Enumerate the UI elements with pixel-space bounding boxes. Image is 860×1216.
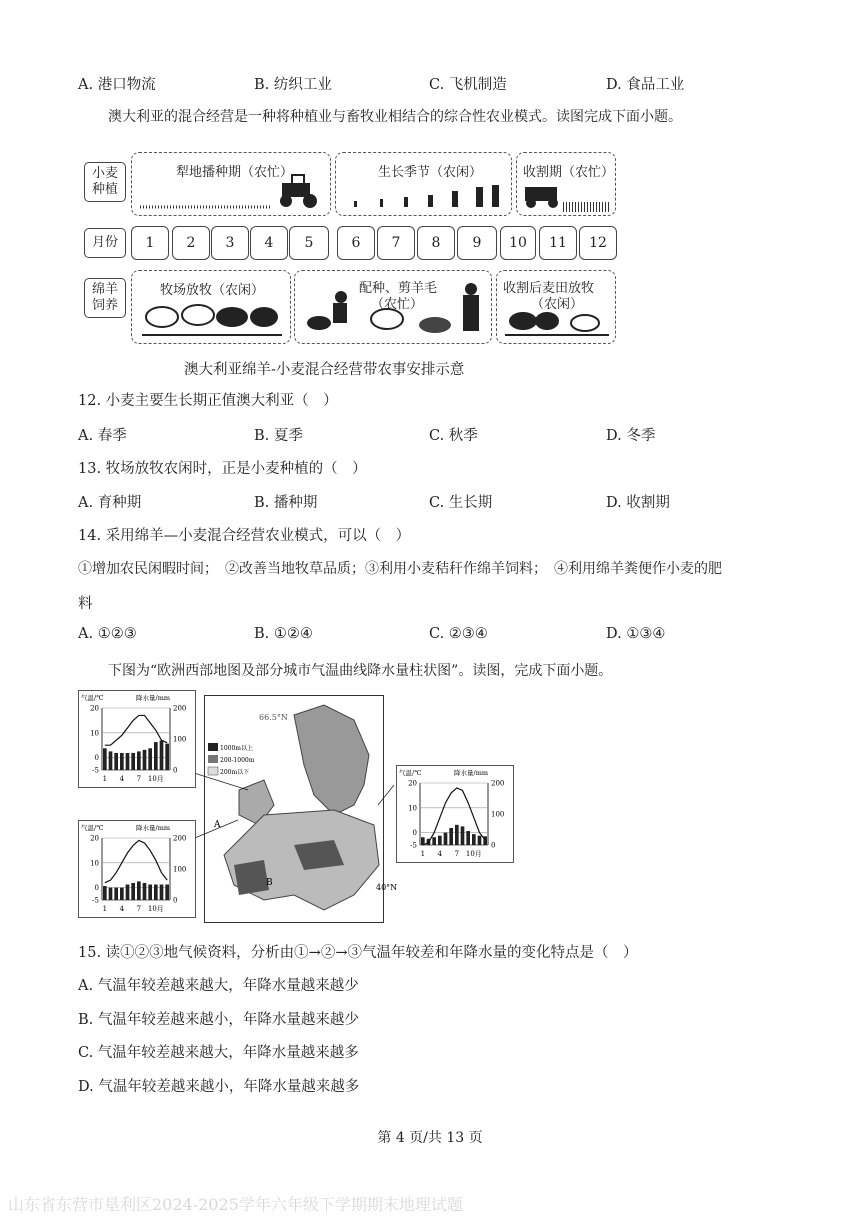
page-footer: 第 4 页/共 13 页 bbox=[377, 1130, 483, 1146]
month-row bbox=[131, 223, 617, 263]
temp-tick-label: 20 bbox=[90, 834, 99, 843]
climate-chart-1 bbox=[78, 690, 196, 792]
lat-top-label: 66.5°N bbox=[259, 713, 288, 722]
precip-bar bbox=[131, 883, 135, 900]
temp-tick-label: 0 bbox=[94, 884, 99, 893]
precip-bar bbox=[120, 753, 124, 770]
precip-bar bbox=[154, 742, 158, 770]
temp-axis-label: 气温/℃ bbox=[81, 694, 104, 702]
precip-bar bbox=[131, 753, 135, 770]
sheep-stubble-icon bbox=[497, 271, 613, 341]
month-4: 4 bbox=[250, 226, 288, 260]
sheep-phase-breeding-label-2: （农忙） bbox=[371, 297, 424, 312]
precip-bar bbox=[148, 748, 152, 770]
precip-bar bbox=[103, 886, 107, 900]
map-label-b: B bbox=[266, 878, 273, 888]
q11-option-b: B. 纺织工业 bbox=[254, 77, 332, 93]
temp-tick-label: 10 bbox=[90, 859, 99, 868]
month-11: 11 bbox=[539, 226, 577, 260]
precip-bar bbox=[126, 885, 130, 901]
q14-stem: 14. 采用绵羊—小麦混合经营农业模式，可以（ ） bbox=[78, 528, 411, 544]
temp-axis-label: 气温/℃ bbox=[81, 824, 104, 832]
precip-bar bbox=[103, 748, 107, 770]
wheat-phase-growing bbox=[335, 152, 512, 216]
q14-option-d: D. ①③④ bbox=[606, 626, 666, 642]
q13-option-a: A. 育种期 bbox=[78, 495, 142, 511]
month-tick-label: 10月 bbox=[147, 775, 164, 783]
month-tick-label: 4 bbox=[119, 905, 125, 913]
sheep-phase-breeding bbox=[294, 270, 492, 344]
precip-bar bbox=[455, 825, 459, 845]
q14-option-c: C. ②③④ bbox=[429, 626, 488, 642]
q15-stem: 15. 读①②③地气候资料，分析由①→②→③气温年较差和年降水量的变化特点是（ ） bbox=[78, 945, 638, 961]
month-tick-label: 1 bbox=[102, 905, 108, 913]
legend-low: 200m以下 bbox=[220, 769, 250, 776]
row-label-month: 月份 bbox=[84, 228, 126, 258]
sheep-grazing-icon bbox=[132, 271, 288, 341]
month-tick-label: 7 bbox=[454, 850, 460, 858]
precip-bar bbox=[114, 888, 118, 900]
climate-chart-2 bbox=[78, 820, 196, 922]
precip-bar bbox=[160, 885, 164, 901]
q12-option-c: C. 秋季 bbox=[429, 428, 478, 444]
q13-stem: 13. 牧场放牧农闲时，正是小麦种植的（ ） bbox=[78, 461, 367, 477]
precip-bar bbox=[165, 885, 169, 901]
climate-chart-svg bbox=[396, 765, 514, 863]
sheep-phase-grazing bbox=[131, 270, 291, 344]
sheep-phase-stubble-label-2: （农闲） bbox=[531, 297, 584, 312]
q13-option-d: D. 收割期 bbox=[606, 495, 670, 511]
shearing-icon bbox=[295, 271, 489, 341]
temp-tick-label: 10 bbox=[408, 804, 417, 813]
sheep-phase-stubble bbox=[496, 270, 616, 344]
q14-option-a: A. ①②③ bbox=[78, 626, 137, 642]
q14-option-b: B. ①②④ bbox=[254, 626, 313, 642]
precip-bar bbox=[449, 828, 453, 845]
q15-option-c: C. 气温年较差越来越大，年降水量越来越多 bbox=[78, 1045, 359, 1061]
q15-option-d: D. 气温年较差越来越小，年降水量越来越多 bbox=[78, 1079, 360, 1095]
precip-bar bbox=[143, 750, 147, 770]
temp-tick-label: -5 bbox=[92, 766, 99, 775]
climate-chart-3 bbox=[396, 765, 514, 867]
precip-tick-label: 0 bbox=[173, 896, 178, 905]
month-5: 5 bbox=[289, 226, 329, 260]
month-tick-label: 4 bbox=[119, 775, 125, 783]
map-label-a: A bbox=[214, 820, 221, 830]
precip-axis-label: 降水量/mm bbox=[136, 824, 171, 832]
temp-axis-label: 气温/℃ bbox=[399, 769, 422, 777]
sheep-phase-grazing-label: 牧场放牧（农闲） bbox=[160, 283, 265, 298]
precip-tick-label: 0 bbox=[491, 841, 496, 850]
precip-axis-label: 降水量/mm bbox=[454, 769, 489, 777]
farming-diagram bbox=[84, 148, 620, 348]
tractor-icon bbox=[132, 153, 328, 213]
precip-tick-label: 200 bbox=[491, 779, 505, 788]
temp-tick-label: 0 bbox=[412, 829, 417, 838]
precip-bar bbox=[461, 826, 465, 845]
legend-mid: 200-1000m bbox=[220, 757, 255, 764]
q14-options bbox=[78, 626, 778, 648]
month-tick-label: 10月 bbox=[465, 850, 482, 858]
watermark: 山东省东营市垦利区2024-2025学年六年级下学期期末地理试题 bbox=[8, 1195, 463, 1214]
row-label-sheep: 绵羊 饲养 bbox=[84, 278, 126, 318]
month-tick-label: 4 bbox=[437, 850, 443, 858]
q11-option-c: C. 飞机制造 bbox=[429, 77, 507, 93]
month-10: 10 bbox=[500, 226, 536, 260]
wheat-phase-harvest-label: 收割期（农忙） bbox=[523, 165, 615, 180]
precip-bar bbox=[154, 885, 158, 901]
precip-tick-label: 200 bbox=[173, 704, 187, 713]
q13-option-c: C. 生长期 bbox=[429, 495, 493, 511]
climate-chart-svg bbox=[78, 820, 196, 918]
precip-bar bbox=[109, 888, 113, 900]
precip-bar bbox=[466, 831, 470, 845]
precip-axis-label: 降水量/mm bbox=[136, 694, 171, 702]
legend-high: 1000m以上 bbox=[220, 745, 253, 752]
precip-bar bbox=[432, 837, 436, 845]
month-6: 6 bbox=[337, 226, 375, 260]
europe-figure bbox=[78, 690, 608, 925]
harvester-icon bbox=[517, 153, 613, 213]
month-tick-label: 7 bbox=[136, 905, 142, 913]
precip-tick-label: 100 bbox=[173, 865, 187, 874]
precip-bar bbox=[444, 833, 448, 845]
precip-tick-label: 100 bbox=[491, 810, 505, 819]
q15-option-b: B. 气温年较差越来越小，年降水量越来越少 bbox=[78, 1012, 359, 1028]
q13-options bbox=[78, 491, 778, 513]
temp-tick-label: -5 bbox=[410, 841, 417, 850]
precip-bar bbox=[137, 751, 141, 770]
wheat-phase-sowing-label: 犁地播种期（农忙） bbox=[176, 165, 294, 180]
precip-bar bbox=[143, 883, 147, 900]
q12-option-b: B. 夏季 bbox=[254, 428, 303, 444]
temp-tick-label: 20 bbox=[90, 704, 99, 713]
temp-tick-label: 20 bbox=[408, 779, 417, 788]
q12-options bbox=[78, 424, 778, 446]
precip-tick-label: 0 bbox=[173, 766, 178, 775]
intro-europe: 下图为“欧洲西部地图及部分城市气温曲线降水量柱状图”。读图，完成下面小题。 bbox=[108, 663, 613, 679]
precip-bar bbox=[148, 885, 152, 901]
temp-tick-label: 0 bbox=[94, 754, 99, 763]
precip-bar bbox=[160, 741, 164, 770]
precip-bar bbox=[478, 836, 482, 845]
month-tick-label: 7 bbox=[136, 775, 142, 783]
precip-tick-label: 200 bbox=[173, 834, 187, 843]
precip-bar bbox=[438, 836, 442, 845]
precip-bar bbox=[120, 888, 124, 900]
temp-tick-label: 10 bbox=[90, 729, 99, 738]
q12-stem: 12. 小麦主要生长期正值澳大利亚（ ） bbox=[78, 393, 338, 409]
q14-statements-line1: ①增加农民闲暇时间； ②改善当地牧草品质；③利用小麦秸秆作绵羊饲料； ④利用绵羊粪便作小麦的肥 bbox=[78, 561, 722, 577]
month-8: 8 bbox=[417, 226, 455, 260]
wheat-phase-harvest bbox=[516, 152, 616, 216]
month-3: 3 bbox=[211, 226, 249, 260]
climate-chart-svg bbox=[78, 690, 196, 788]
precip-tick-label: 100 bbox=[173, 735, 187, 744]
diagram-caption: 澳大利亚绵羊-小麦混合经营带农事安排示意 bbox=[184, 362, 465, 378]
temp-tick-label: -5 bbox=[92, 896, 99, 905]
row-label-wheat: 小麦 种植 bbox=[84, 162, 126, 202]
precip-bar bbox=[114, 753, 118, 770]
precip-bar bbox=[137, 881, 141, 900]
wheat-phase-sowing bbox=[131, 152, 331, 216]
intro-australia: 澳大利亚的混合经营是一种将种植业与畜牧业相结合的综合性农业模式。读图完成下面小题。 bbox=[108, 109, 682, 125]
precip-bar bbox=[109, 751, 113, 770]
precip-bar bbox=[165, 744, 169, 770]
month-tick-label: 10月 bbox=[147, 905, 164, 913]
wheat-phase-growing-label: 生长季节（农闲） bbox=[378, 165, 483, 180]
month-7: 7 bbox=[377, 226, 415, 260]
q11-options bbox=[78, 73, 778, 95]
q12-option-d: D. 冬季 bbox=[606, 428, 656, 444]
precip-bar bbox=[126, 753, 130, 770]
month-tick-label: 1 bbox=[420, 850, 426, 858]
sheep-phase-stubble-label-1: 收割后麦田放牧 bbox=[503, 281, 595, 296]
month-9: 9 bbox=[457, 226, 497, 260]
month-tick-label: 1 bbox=[102, 775, 108, 783]
precip-bar bbox=[472, 834, 476, 845]
month-12: 12 bbox=[579, 226, 617, 260]
q15-option-a: A. 气温年较差越来越大，年降水量越来越少 bbox=[78, 978, 359, 994]
q13-option-b: B. 播种期 bbox=[254, 495, 318, 511]
month-2: 2 bbox=[172, 226, 210, 260]
lat-bottom-label: 40°N bbox=[376, 883, 398, 892]
q12-option-a: A. 春季 bbox=[78, 428, 127, 444]
q11-option-a: A. 港口物流 bbox=[78, 77, 156, 93]
q11-option-d: D. 食品工业 bbox=[606, 77, 685, 93]
sheep-phase-breeding-label-1: 配种、剪羊毛 bbox=[359, 281, 438, 296]
month-1: 1 bbox=[131, 226, 169, 260]
q14-statements-line2: 料 bbox=[78, 596, 93, 612]
wheat-growth-icon bbox=[336, 153, 508, 213]
